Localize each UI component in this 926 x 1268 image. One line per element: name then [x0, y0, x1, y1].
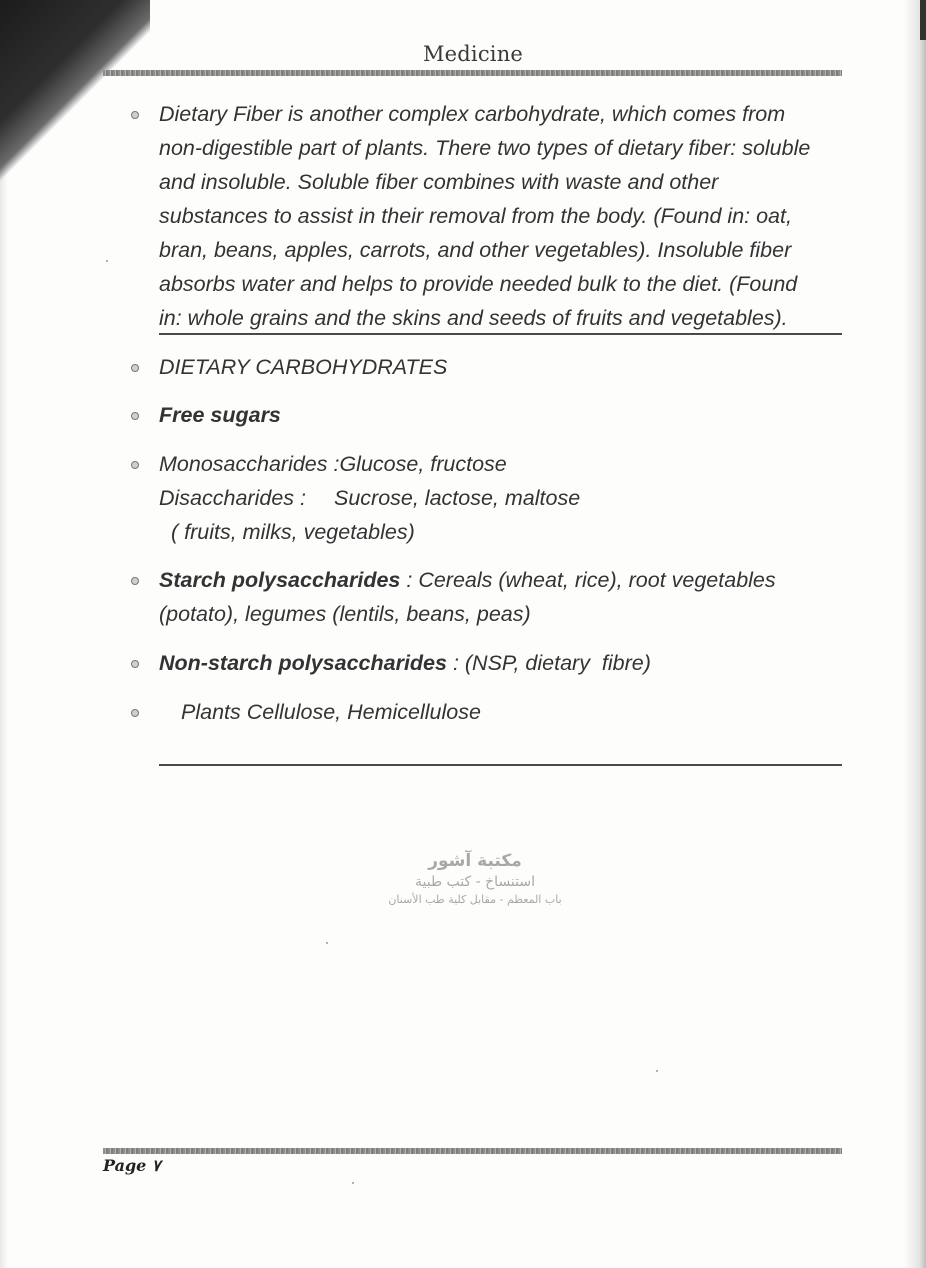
bullet-dot [131, 412, 139, 420]
scan-speck [106, 260, 108, 262]
carbohydrates-heading [159, 350, 849, 384]
paragraph-line: non-digestible part of plants. There two types of dietary fiber: soluble [159, 136, 811, 160]
bullet-dot [131, 461, 139, 469]
non-starch-value: : (NSP, dietary fibre) [446, 651, 651, 675]
non-starch-label: Non-starch polysaccharides [159, 651, 447, 675]
paragraph-line: Dietary Fiber is another complex carbohydrate, which comes from [159, 102, 786, 126]
scan-right-edge-mark [920, 0, 926, 40]
monosaccharides-value: Glucose, fructose [339, 452, 507, 476]
disaccharides-value: Sucrose, lactose, maltose [333, 486, 581, 510]
sugar-sources: ( fruits, milks, vegetables) [171, 520, 415, 544]
starch-sources: Cereals (wheat, rice), root vegetables [418, 568, 776, 592]
disaccharides-label: Disaccharides : [159, 486, 306, 510]
starch-sources-cont: (potato), legumes (lentils, beans, peas) [159, 602, 531, 626]
section-divider [159, 333, 842, 335]
paragraph-line: absorbs water and helps to provide needed bulk to the diet. (Found [159, 272, 798, 296]
sugars-item [159, 447, 849, 549]
plants-item [159, 695, 849, 729]
paragraph-line: bran, beans, apples, carrots, and other vegetables). Insoluble fiber [159, 238, 792, 262]
stamp-line: باب المعظم - مقابل كلية طب الأسنان [388, 893, 562, 906]
bullet-dot [131, 709, 139, 717]
paragraph-line: substances to assist in their removal from the body. (Found in: oat, [159, 204, 792, 228]
stamp-line: مكتبة آشور [428, 851, 522, 871]
disaccharides-line [159, 481, 849, 515]
page-number: ٧ [151, 1156, 161, 1175]
monosaccharides-label: Monosaccharides : [159, 452, 340, 476]
scan-speck [352, 1182, 354, 1184]
bullet-dot [131, 577, 139, 585]
scan-speck [326, 942, 328, 944]
paragraph-line: in: whole grains and the skins and seeds of fruits and vegetables). [159, 306, 788, 330]
plants-text: Plants Cellulose, Hemicellulose [181, 700, 481, 724]
non-starch-item [159, 646, 849, 680]
stamp-line: استنساخ - كتب طبية [415, 874, 535, 890]
section-divider [159, 764, 842, 766]
monosaccharides-line [159, 447, 849, 481]
page-label: Page [103, 1156, 147, 1175]
scan-right-edge [904, 0, 926, 1268]
free-sugars-item [159, 398, 849, 432]
scan-corner-shadow [0, 0, 150, 200]
library-stamp [360, 850, 590, 920]
dietary-fiber-paragraph [159, 97, 849, 335]
starch-line [159, 563, 849, 597]
paragraph-line: and insoluble. Soluble fiber combines with waste and other [159, 170, 719, 194]
scan-speck [656, 1070, 658, 1072]
starch-label: Starch polysaccharides [159, 568, 401, 592]
footer-rule [103, 1148, 842, 1154]
non-starch-line [159, 646, 849, 680]
heading-text: DIETARY CARBOHYDRATES [159, 355, 448, 379]
header-rule [103, 70, 842, 76]
bullet-dot [131, 111, 139, 119]
starch-item [159, 563, 849, 631]
page-header-title: Medicine [422, 42, 524, 66]
starch-separator: : [400, 568, 419, 592]
free-sugars-label: Free sugars [159, 403, 281, 427]
page-footer [103, 1156, 161, 1175]
bullet-dot [131, 660, 139, 668]
bullet-dot [131, 364, 139, 372]
